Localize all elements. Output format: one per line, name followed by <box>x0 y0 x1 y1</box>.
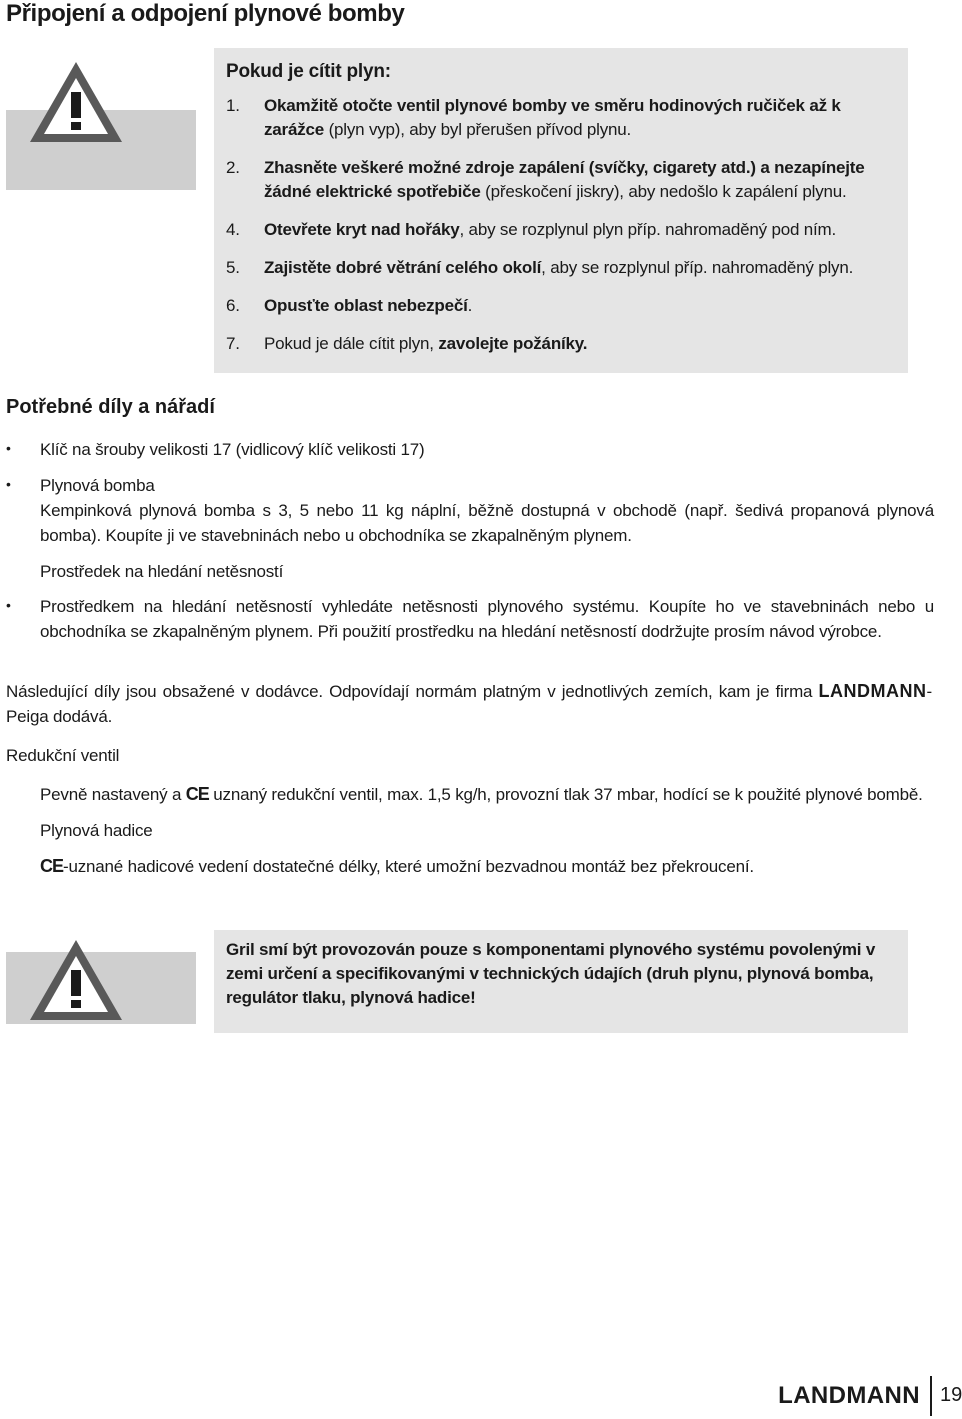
warning-triangle-icon <box>26 936 126 1024</box>
section-heading: Potřebné díly a nářadí <box>6 396 215 418</box>
warning-triangle-icon <box>26 58 126 146</box>
list-item: Klíč na šrouby velikosti 17 (vidlicový klíč velikosti 17) <box>40 440 425 459</box>
list-item: 5. Zajistěte dobré větrání celého okolí, aby se rozplynul příp. nahromaděný plyn. <box>226 258 854 277</box>
gas-smell-warning-box <box>6 48 908 373</box>
ce-mark-icon: CE <box>40 856 64 876</box>
item-title: Prostředek na hledání netěsností <box>40 562 284 581</box>
footer-brand-logo: LANDMANN <box>778 1382 920 1409</box>
bullet-icon: • <box>6 597 11 613</box>
item-title: Plynová bomba <box>40 476 155 495</box>
item-title: Plynová hadice <box>40 821 153 840</box>
item-description: Kempinková plynová bomba s 3, 5 nebo 11 kg náplní, běžně dostupná v obchodě (např. šedivá propanová plynová bomba). Koupíte ji ve stavebninách nebo u obchodníka se zkapalněným plynem. <box>40 501 934 545</box>
footer-divider <box>930 1376 932 1416</box>
bullet-icon: • <box>6 476 11 492</box>
item-description: Pevně nastavený a CE uznaný redukční ventil, max. 1,5 kg/h, provozní tlak 37 mbar, hodící se k použité plynové bombě. <box>40 784 923 804</box>
bullet-icon: • <box>6 440 11 456</box>
list-item: 2. Zhasněte veškeré možné zdroje zapálení (svíčky, cigarety atd.) a nezapínejte žádné elektrické spotřebiče (přeskočení jiskry), aby nedošlo k zapálení plynu. <box>226 158 865 201</box>
item-description: Prostředkem na hledání netěsností vyhledáte netěsnosti plynového systému. Koupíte ho ve stavebninách nebo u obchodníka se zkapalněným plynem. Při použití prostředku na hledání netěsností dodržujte prosím návod výrobce. <box>40 597 934 641</box>
component-warning-box <box>6 930 908 1033</box>
page-number: 19 <box>940 1384 962 1406</box>
ce-mark-icon: CE <box>185 784 209 804</box>
item-title: Redukční ventil <box>6 746 120 765</box>
list-item: 4. Otevřete kryt nad hořáky, aby se rozplynul plyn příp. nahromaděný pod ním. <box>226 220 837 239</box>
brand-logo: LANDMANN <box>818 681 927 701</box>
item-description: CE-uznané hadicové vedení dostatečné délky, které umožní bezvadnou montáž bez překroucení. <box>40 856 754 876</box>
page-title: Připojení a odpojení plynové bomby <box>6 0 405 27</box>
warning-heading: Pokud je cítit plyn: <box>226 61 391 82</box>
list-item: 7. Pokud je dále cítit plyn, zavolejte požáníky. <box>226 334 588 353</box>
included-paragraph: Následující díly jsou obsažené v dodávce. Odpovídají normám platným v jednotlivých zemích, kam je firma LANDMANN-Peiga dodává. <box>6 681 932 726</box>
warning-text: Gril smí být provozován pouze s komponentami plynového systému povolenými v zemi určení a specifikovanými v technických údajích (druh plynu, plynová bomba, regulátor tlaku, plynová hadice! <box>226 940 876 1007</box>
list-item: 1. Okamžitě otočte ventil plynové bomby ve směru hodinových ručiček až k zarážce (plyn vyp), aby byl přerušen přívod plynu. <box>226 96 841 139</box>
list-item: 6. Opusťte oblast nebezpečí. <box>226 296 473 315</box>
